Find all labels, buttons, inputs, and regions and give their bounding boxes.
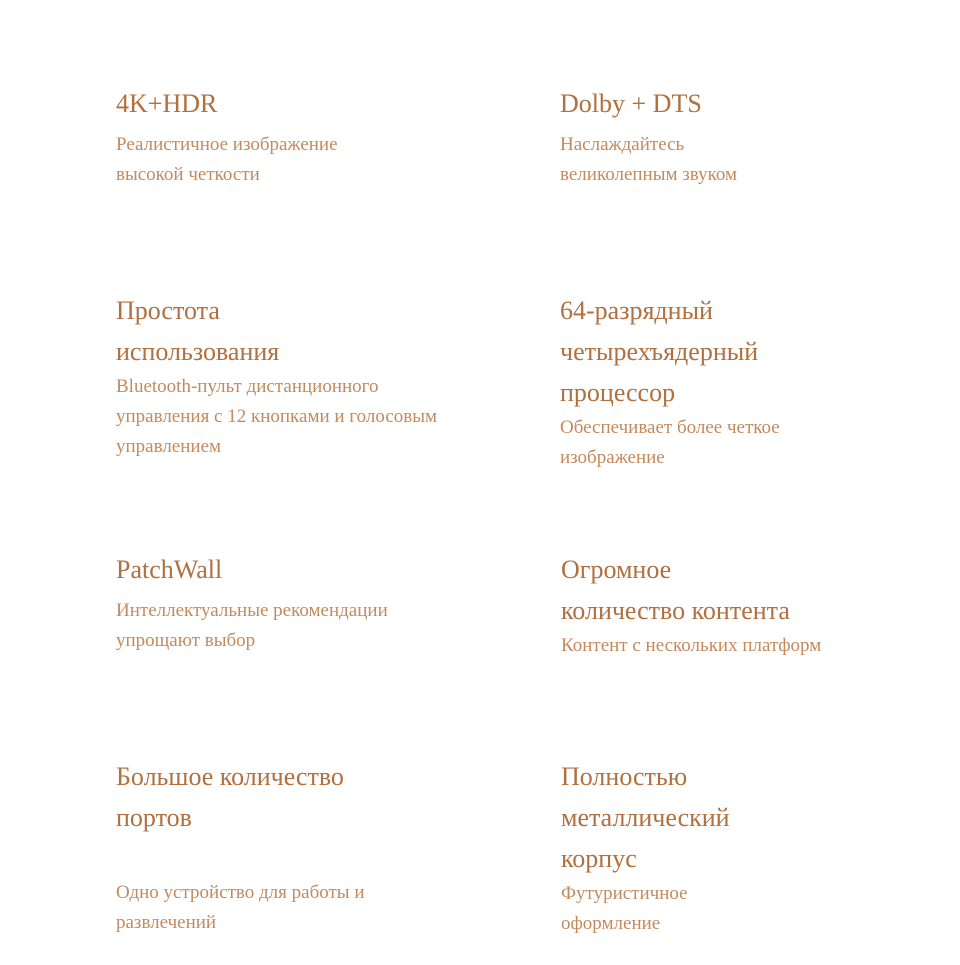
feature-description: Одно устройство для работы и развлечений: [116, 882, 365, 933]
feature-description: Наслаждайтесь великолепным звуком: [560, 134, 738, 185]
feature-title: 64-разрядный четырехъядерный процессор: [560, 296, 759, 407]
feature-title: Большое количество портов: [116, 762, 344, 832]
feature-description: Футуристичное оформление: [561, 883, 688, 934]
feature-patchwall: [116, 549, 388, 656]
feature-description: Bluetooth-пульт дистанционного управления с 12 кнопками и голосовым управлением: [116, 376, 438, 457]
feature-processor: [560, 290, 780, 473]
feature-ports: [116, 756, 365, 938]
feature-description: Обеспечивает более четкое изображение: [560, 417, 780, 468]
feature-dolby-dts: [560, 83, 737, 190]
feature-title: Полностью металлический корпус: [561, 762, 730, 873]
feature-4k-hdr: [116, 83, 338, 190]
feature-title: Огромное количество контента: [561, 555, 790, 625]
feature-description: Контент с нескольких платформ: [561, 635, 822, 656]
feature-description: Интеллектуальные рекомендации упрощают выбор: [116, 600, 388, 651]
feature-title: Простота использования: [116, 296, 280, 366]
feature-title: Dolby + DTS: [560, 89, 702, 118]
feature-description: Реалистичное изображение высокой четкости: [116, 134, 338, 185]
feature-ease-of-use: [116, 290, 437, 462]
feature-content: [561, 549, 821, 661]
feature-metal-body: [561, 756, 730, 939]
feature-title: PatchWall: [116, 555, 223, 584]
feature-title: 4K+HDR: [116, 89, 218, 118]
